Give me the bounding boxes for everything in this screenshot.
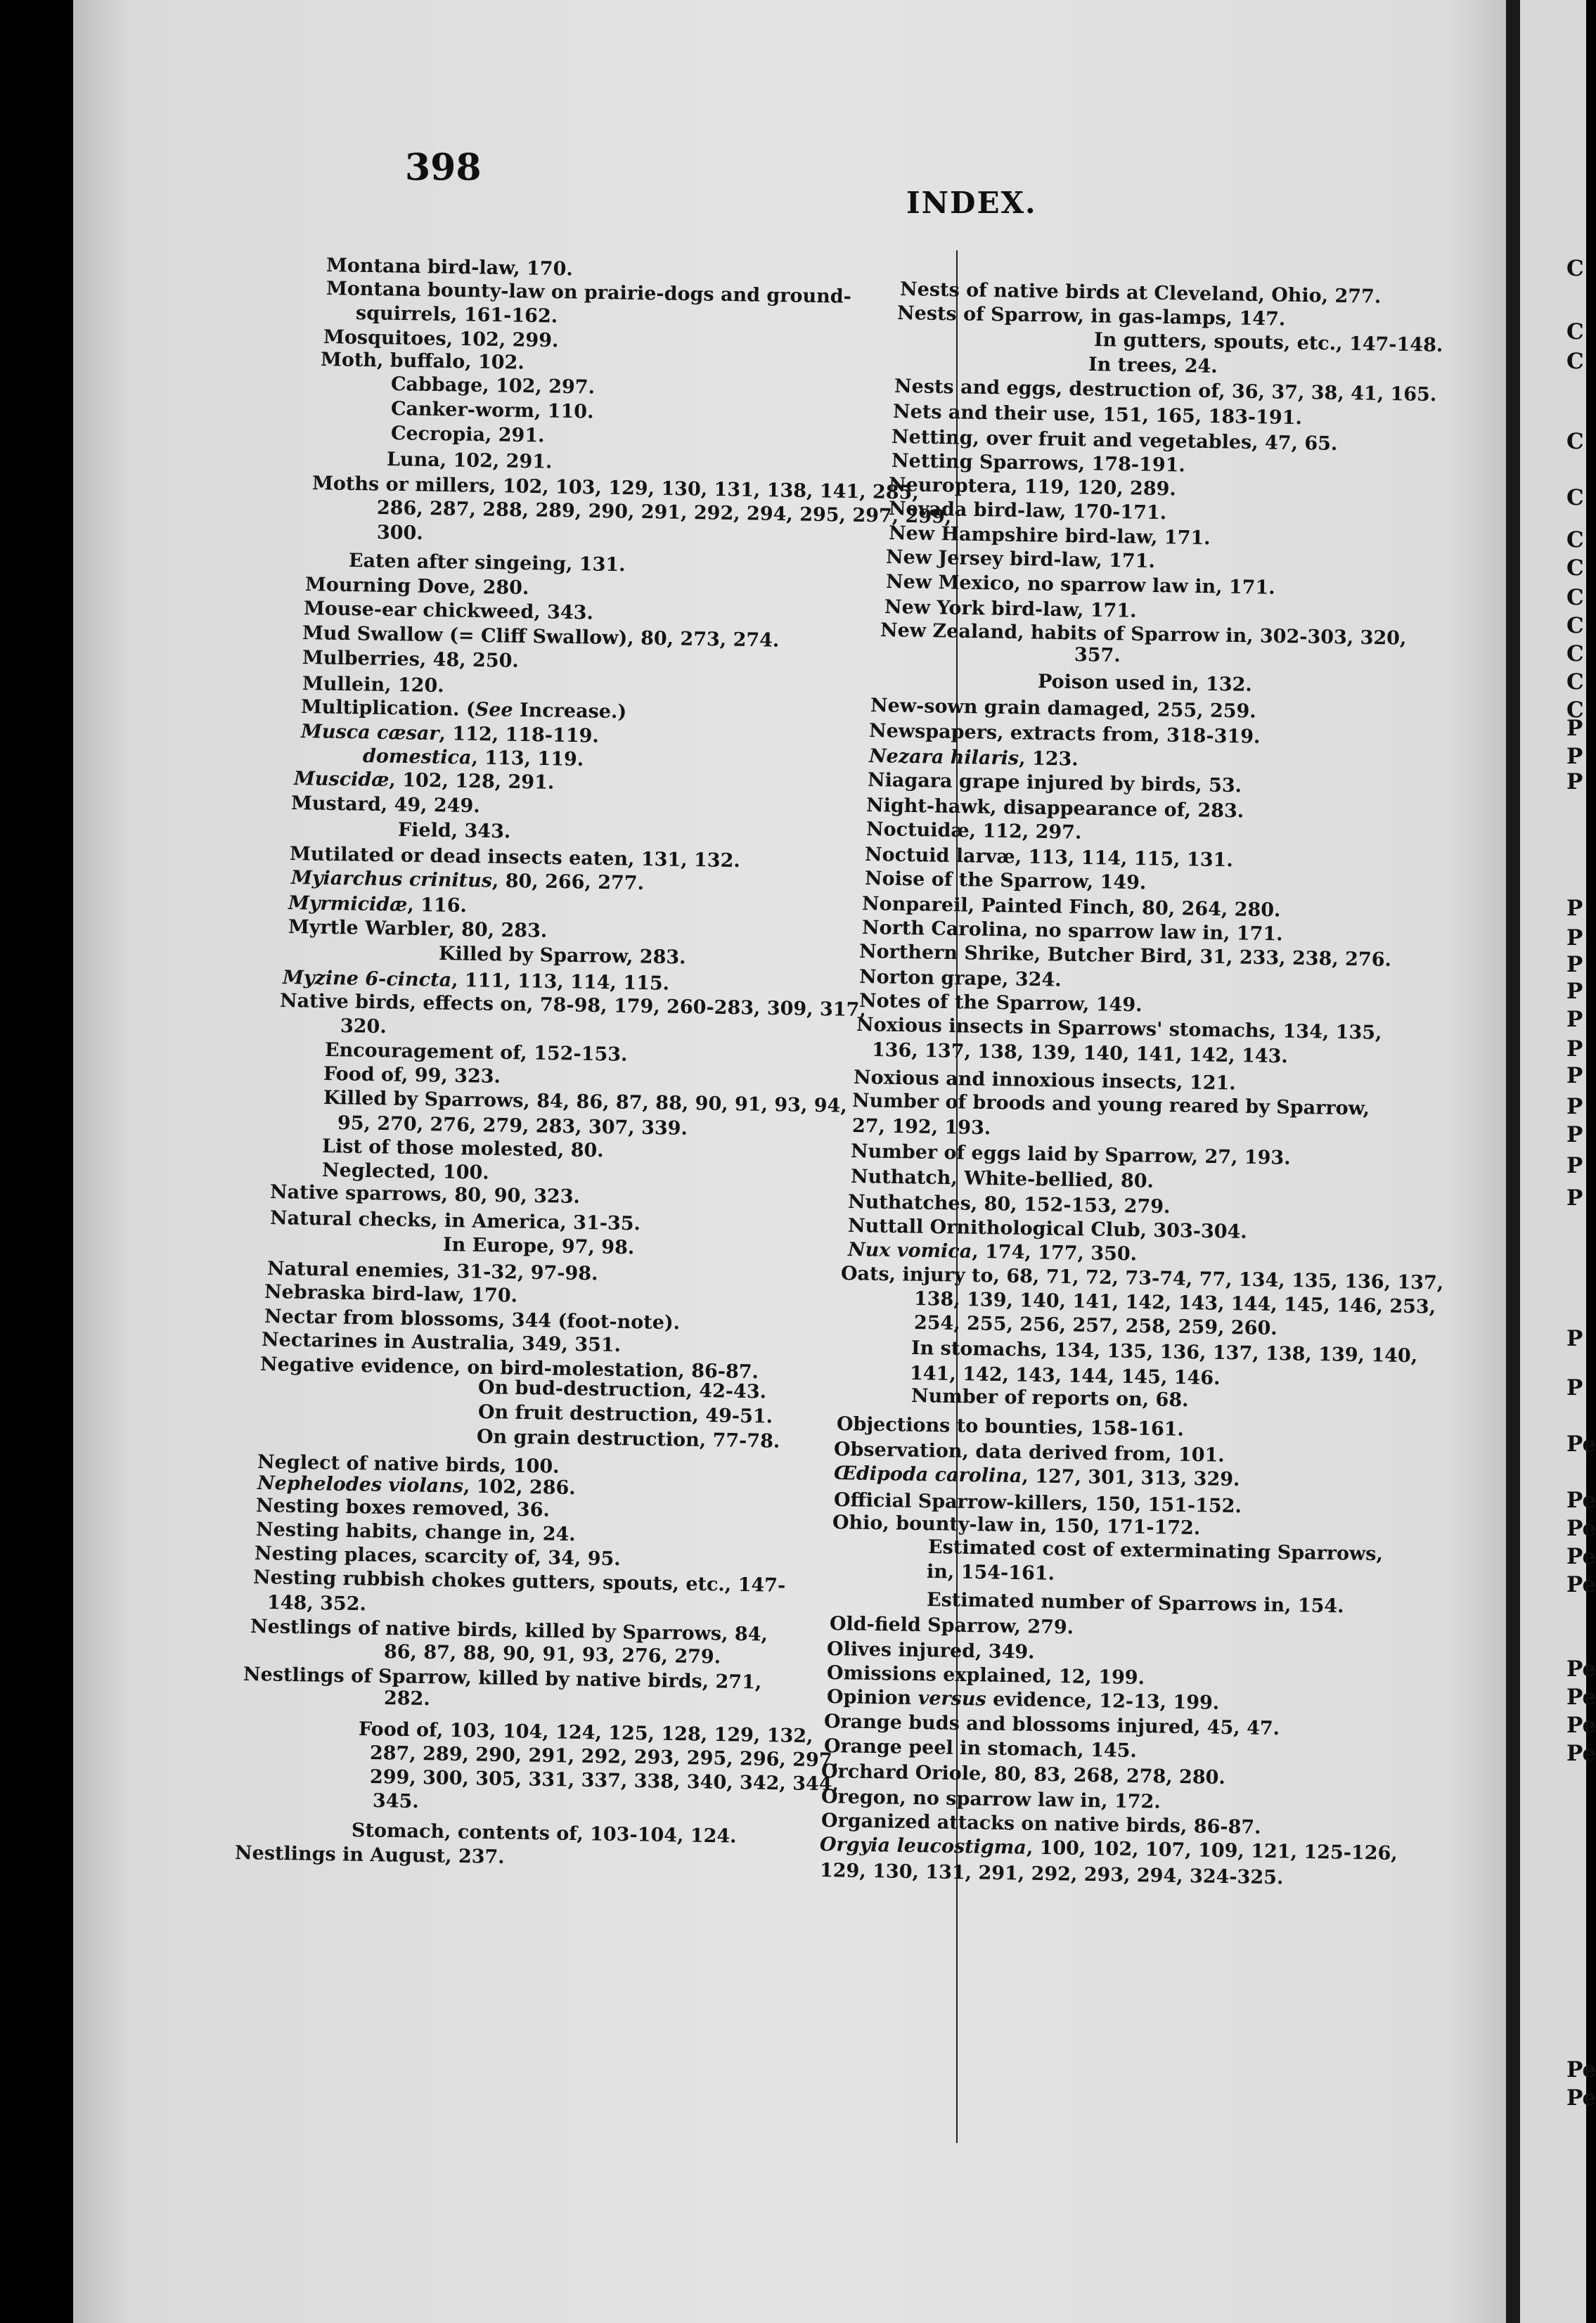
adjacent-page-edge [1520, 0, 1596, 2323]
left-column-entry: 95, 270, 276, 279, 283, 307, 339. [337, 1112, 688, 1140]
left-column-entry: Nestlings in August, 237. [234, 1842, 505, 1869]
left-column-entry: Myrtle Warbler, 80, 283. [288, 916, 548, 942]
right-column-entry: New-sown grain damaged, 255, 259. [870, 695, 1256, 723]
right-column-entry: Noctuidæ, 112, 297. [865, 818, 1082, 844]
left-column-entry: Nestlings of Sparrow, killed by native birds, 271, [243, 1664, 762, 1694]
right-column-entry: Number of reports on, 68. [910, 1385, 1189, 1412]
right-column-entry: 129, 130, 131, 291, 292, 293, 294, 324-325. [819, 1860, 1284, 1889]
right-column-entry: Notes of the Sparrow, 149. [858, 990, 1143, 1017]
right-column-entry: Nezara hilaris, 123. [868, 745, 1079, 771]
right-column-entry: Northern Shrike, Butcher Bird, 31, 233, 238, 276. [858, 941, 1392, 971]
right-column-entry: New Zealand, habits of Sparrow in, 302-303, 320, [880, 619, 1407, 650]
right-column-entry: Oats, injury to, 68, 71, 72, 73-74, 77, 134, 135, 136, 137, [840, 1263, 1444, 1294]
left-column-entry: Killed by Sparrows, 84, 86, 87, 88, 90, 91, 93, 94, [323, 1087, 847, 1117]
adjacent-page-letter: Pe [1566, 1741, 1596, 1766]
right-column-entry: Nonpareil, Painted Finch, 80, 264, 280. [861, 893, 1281, 922]
adjacent-page-letter: C [1566, 527, 1584, 553]
left-column-entry: Nesting habits, change in, 24. [255, 1519, 576, 1546]
right-column-entry: Observation, data derived from, 101. [833, 1439, 1225, 1467]
adjacent-page-letter: Pe [1566, 1656, 1596, 1682]
right-column-entry: Omissions explained, 12, 199. [826, 1662, 1145, 1690]
left-column-entry: Food of, 99, 323. [323, 1063, 501, 1088]
adjacent-page-letter: P [1566, 896, 1583, 921]
adjacent-page-letter: P [1566, 1326, 1583, 1351]
adjacent-page-letter: P [1566, 744, 1583, 769]
left-column-entry: Nectar from blossoms, 344 (foot-note). [264, 1306, 681, 1334]
left-column-entry: Neglected, 100. [321, 1159, 489, 1184]
left-column-entry: On bud-destruction, 42-43. [477, 1377, 767, 1403]
right-column-entry: Netting, over fruit and vegetables, 47, 65. [891, 426, 1338, 455]
adjacent-page-letter: C [1566, 555, 1584, 581]
left-column-entry: Mullein, 120. [302, 673, 444, 697]
right-column-entry: Nests and eggs, destruction of, 36, 37, 38, 41, 165. [894, 375, 1437, 406]
right-column-entry: New York bird-law, 171. [884, 596, 1137, 622]
right-column-entry: Number of broods and young reared by Sparrow, [851, 1090, 1370, 1120]
right-column-entry: Organized attacks on native birds, 86-87. [820, 1810, 1261, 1839]
left-column-entry: 287, 289, 290, 291, 292, 293, 295, 296, 297, [369, 1742, 839, 1772]
page-number: 398 [405, 146, 482, 189]
adjacent-page-letter: P [1566, 769, 1583, 794]
left-column-entry: Stomach, contents of, 103-104, 124. [351, 1820, 737, 1848]
left-column-entry: Encouragement of, 152-153. [324, 1039, 628, 1066]
left-column-entry: Killed by Sparrow, 283. [438, 943, 686, 969]
right-column-entry: 254, 255, 256, 257, 258, 259, 260. [913, 1312, 1278, 1340]
adjacent-page-letter: C [1566, 429, 1584, 454]
right-column-entry: Orchard Oriole, 80, 83, 268, 278, 280. [820, 1761, 1226, 1789]
left-column-entry: 320. [340, 1015, 387, 1038]
right-column-entry: Noctuid larvæ, 113, 114, 115, 131. [864, 844, 1233, 872]
right-column-entry: Number of eggs laid by Sparrow, 27, 193. [850, 1140, 1291, 1169]
adjacent-page-letter: C [1566, 349, 1584, 374]
right-column-entry: Nuttall Ornithological Club, 303-304. [847, 1215, 1247, 1243]
right-column-entry: Norton grape, 324. [858, 966, 1062, 991]
adjacent-page-letter: P [1566, 1153, 1583, 1178]
adjacent-page-letter: Pe [1566, 1685, 1596, 1710]
right-column-entry: 136, 137, 138, 139, 140, 141, 142, 143. [871, 1039, 1289, 1068]
adjacent-page-letter: P [1566, 716, 1583, 741]
right-column-entry: 141, 142, 143, 144, 145, 146. [909, 1363, 1221, 1389]
right-column-entry: Nests of native birds at Cleveland, Ohio, 277. [899, 278, 1382, 308]
left-column-entry: Myzine 6-cincta, 111, 113, 114, 115. [282, 967, 670, 995]
left-column-entry: Musca cæsar, 112, 118-119. [300, 721, 600, 747]
right-column-entry: Nevada bird-law, 170-171. [888, 498, 1167, 525]
right-column-entry: Noxious and innoxious insects, 121. [853, 1067, 1236, 1095]
left-column-entry: 86, 87, 88, 90, 91, 93, 276, 279. [383, 1641, 721, 1668]
right-column-entry: In stomachs, 134, 135, 136, 137, 138, 139, 140, [910, 1337, 1418, 1368]
right-column-entry: Objections to bounties, 158-161. [836, 1413, 1185, 1441]
left-column-entry: Montana bounty-law on prairie-dogs and ground- [326, 278, 852, 308]
left-column-entry: Native birds, effects on, 78-98, 179, 260-283, 309, 317, [279, 990, 866, 1022]
left-column-entry: On grain destruction, 77-78. [476, 1426, 780, 1453]
adjacent-page-letter: Pe [1566, 1572, 1596, 1597]
right-column-entry: Oregon, no sparrow law in, 172. [820, 1786, 1161, 1813]
left-column-entry: Myrmicidæ, 116. [288, 892, 468, 917]
right-column-entry: Nets and their use, 151, 165, 183-191. [892, 401, 1303, 430]
right-column-entry: Ohio, bounty-law in, 150, 171-172. [832, 1512, 1201, 1540]
adjacent-page-letter: C [1566, 319, 1584, 345]
left-column-entry: Negative evidence, on bird-molestation, 86-87. [259, 1353, 759, 1384]
right-column-entry: Night-hawk, disappearance of, 283. [865, 794, 1244, 823]
left-column-entry: 282. [383, 1687, 431, 1711]
left-column-entry: Field, 343. [397, 819, 511, 843]
adjacent-page-letter: Pe [1566, 2057, 1596, 2083]
left-column-entry: Eaten after singeing, 131. [348, 550, 626, 577]
right-column-entry: New Hampshire bird-law, 171. [888, 522, 1211, 550]
right-column-entry: Œdipoda carolina, 127, 301, 313, 329. [833, 1462, 1240, 1491]
left-column-entry: Mulberries, 48, 250. [302, 647, 520, 672]
left-column-entry: squirrels, 161-162. [355, 302, 558, 328]
left-column-entry: Nesting boxes removed, 36. [255, 1495, 551, 1521]
adjacent-page-letter: C [1566, 585, 1584, 610]
right-column-entry: 138, 139, 140, 141, 142, 143, 144, 145, 146, 253, [913, 1288, 1436, 1318]
right-column-entry: Opinion versus evidence, 12-13, 199. [826, 1686, 1220, 1714]
right-column-entry: Nuthatch, White-bellied, 80. [850, 1166, 1154, 1192]
right-column-entry: Nux vomica, 174, 177, 350. [847, 1239, 1138, 1266]
left-column-entry: Mutilated or dead insects eaten, 131, 132. [289, 843, 741, 873]
right-column-entry: In trees, 24. [1088, 354, 1218, 378]
left-column-entry: Mosquitoes, 102, 299. [323, 326, 559, 352]
adjacent-page-letter: P [1566, 1063, 1583, 1088]
right-column-entry: Nests of Sparrow, in gas-lamps, 147. [896, 302, 1286, 330]
adjacent-page-letter: P [1566, 1375, 1583, 1401]
right-column-entry: Orange buds and blossoms injured, 45, 47. [823, 1711, 1280, 1740]
right-column-entry: In gutters, spouts, etc., 147-148. [1093, 329, 1443, 356]
left-column-entry: Muscidæ, 102, 128, 291. [293, 768, 555, 794]
adjacent-page-letter: P [1566, 1185, 1583, 1211]
left-column-entry: List of those molested, 80. [321, 1135, 604, 1162]
left-column-entry: Nebraska bird-law, 170. [264, 1281, 518, 1307]
right-column-entry: Orgyia leucostigma, 100, 102, 107, 109, 121, 125-126, [819, 1834, 1398, 1865]
left-column-entry: Mud Swallow (= Cliff Swallow), 80, 273, 274. [302, 622, 780, 652]
left-column-entry: 300. [376, 522, 424, 545]
left-column-entry: Luna, 102, 291. [386, 449, 553, 473]
left-column-entry: Nephelodes violans, 102, 286. [257, 1472, 576, 1500]
right-column-entry: Poison used in, 132. [1037, 671, 1253, 696]
adjacent-page-letter: P [1566, 979, 1583, 1004]
left-column-entry: Moths or millers, 102, 103, 129, 130, 131, 138, 141, 285, [311, 472, 919, 504]
left-column-entry: Neglect of native birds, 100. [257, 1451, 560, 1478]
right-column-entry: Newspapers, extracts from, 318-319. [868, 720, 1261, 748]
adjacent-page-letter: C [1566, 669, 1584, 695]
left-column-entry: Multiplication. (See Increase.) [300, 696, 627, 723]
left-column-entry: Natural enemies, 31-32, 97-98. [266, 1258, 598, 1285]
left-column-entry: Canker-worm, 110. [390, 398, 594, 423]
left-column-entry: Myiarchus crinitus, 80, 266, 277. [290, 867, 645, 894]
adjacent-page-letter: Pe [1566, 1544, 1596, 1569]
right-column-entry: Niagara grape injured by birds, 53. [867, 769, 1242, 797]
adjacent-page-letter: Pe [1566, 1488, 1596, 1513]
right-column-entry: Nuthatches, 80, 152-153, 279. [847, 1191, 1171, 1218]
left-column-entry: Natural checks, in America, 31-35. [269, 1207, 641, 1235]
left-column-entry: Mouse-ear chickweed, 343. [303, 598, 594, 624]
left-column-entry: In Europe, 97, 98. [442, 1234, 635, 1259]
left-column-entry: Mourning Dove, 280. [304, 574, 529, 599]
adjacent-page-letter: P [1566, 925, 1583, 951]
right-column-entry: Noxious insects in Sparrows' stomachs, 134, 135, [856, 1014, 1382, 1044]
page-header: INDEX. [906, 186, 1037, 220]
right-column-entry: Orange peel in stomach, 145. [823, 1735, 1138, 1762]
left-column-entry: Cabbage, 102, 297. [390, 373, 596, 399]
left-column-entry: Nestlings of native birds, killed by Sparrows, 84, [250, 1616, 768, 1646]
adjacent-page-letter: C [1566, 485, 1584, 510]
book-page [73, 0, 1506, 2323]
right-column-entry: New Mexico, no sparrow law in, 171. [885, 571, 1275, 599]
adjacent-page-letter: Pe [1566, 1713, 1596, 1738]
adjacent-page-letter: C [1566, 256, 1584, 281]
right-column-entry: 357. [1074, 644, 1121, 667]
adjacent-page-letter: Pe [1566, 1516, 1596, 1541]
left-column-entry: domestica, 113, 119. [362, 745, 584, 771]
left-column-entry: On fruit destruction, 49-51. [477, 1401, 773, 1428]
adjacent-page-letter: C [1566, 641, 1584, 667]
left-column-entry: Mustard, 49, 249. [290, 792, 480, 818]
left-column-entry: Native sparrows, 80, 90, 323. [269, 1181, 581, 1208]
right-column-entry: Estimated cost of exterminating Sparrows, [927, 1536, 1384, 1566]
adjacent-page-letter: Pe [1566, 1431, 1596, 1457]
left-column-entry: Montana bird-law, 170. [326, 255, 574, 281]
left-column-entry: 148, 352. [266, 1592, 367, 1616]
index-right-column [73, 0, 1506, 2323]
book-gutter [1506, 0, 1520, 2323]
adjacent-page-letter: C [1566, 613, 1584, 638]
adjacent-page-letter: P [1566, 1007, 1583, 1032]
adjacent-page-letter: P [1566, 1036, 1583, 1062]
adjacent-page-letter: P [1566, 1094, 1583, 1119]
adjacent-page-letter: P [1566, 952, 1583, 977]
right-column-entry: Netting Sparrows, 178-191. [891, 450, 1186, 477]
left-column-entry: 299, 300, 305, 331, 337, 338, 340, 342, 344, [369, 1766, 839, 1796]
right-column-entry: Old-field Sparrow, 279. [829, 1613, 1074, 1639]
right-column-entry: Official Sparrow-killers, 150, 151-152. [833, 1489, 1242, 1518]
adjacent-page-letter: P [1566, 1122, 1583, 1147]
adjacent-page-letter: Pe [1566, 2085, 1596, 2111]
left-column-entry: 345. [372, 1790, 420, 1813]
left-column-entry: Moth, buffalo, 102. [320, 349, 525, 374]
left-column-entry: Nesting rubbish chokes gutters, spouts, etc., 147- [252, 1566, 786, 1597]
right-column-entry: Olives injured, 349. [826, 1638, 1035, 1664]
right-column-entry: Neuroptera, 119, 120, 289. [888, 474, 1177, 501]
right-column-entry: Estimated number of Sparrows in, 154. [926, 1589, 1344, 1618]
left-column-entry: 286, 287, 288, 289, 290, 291, 292, 294, 295, 297, 299, [376, 497, 952, 528]
left-column-entry: Food of, 103, 104, 124, 125, 128, 129, 132, [358, 1718, 813, 1748]
right-column-entry: 27, 192, 193. [851, 1115, 991, 1140]
right-column-entry: New Jersey bird-law, 171. [885, 546, 1156, 573]
right-column-entry: Noise of the Sparrow, 149. [864, 868, 1147, 894]
left-column-entry: Cecropia, 291. [390, 423, 545, 447]
right-column-entry: in, 154-161. [926, 1561, 1055, 1585]
left-column-entry: Nectarines in Australia, 349, 351. [261, 1329, 622, 1357]
left-column-entry: Nesting places, scarcity of, 34, 95. [254, 1543, 621, 1571]
right-column-entry: North Carolina, no sparrow law in, 171. [861, 917, 1283, 946]
adjacent-page-letter: C [1566, 697, 1584, 723]
